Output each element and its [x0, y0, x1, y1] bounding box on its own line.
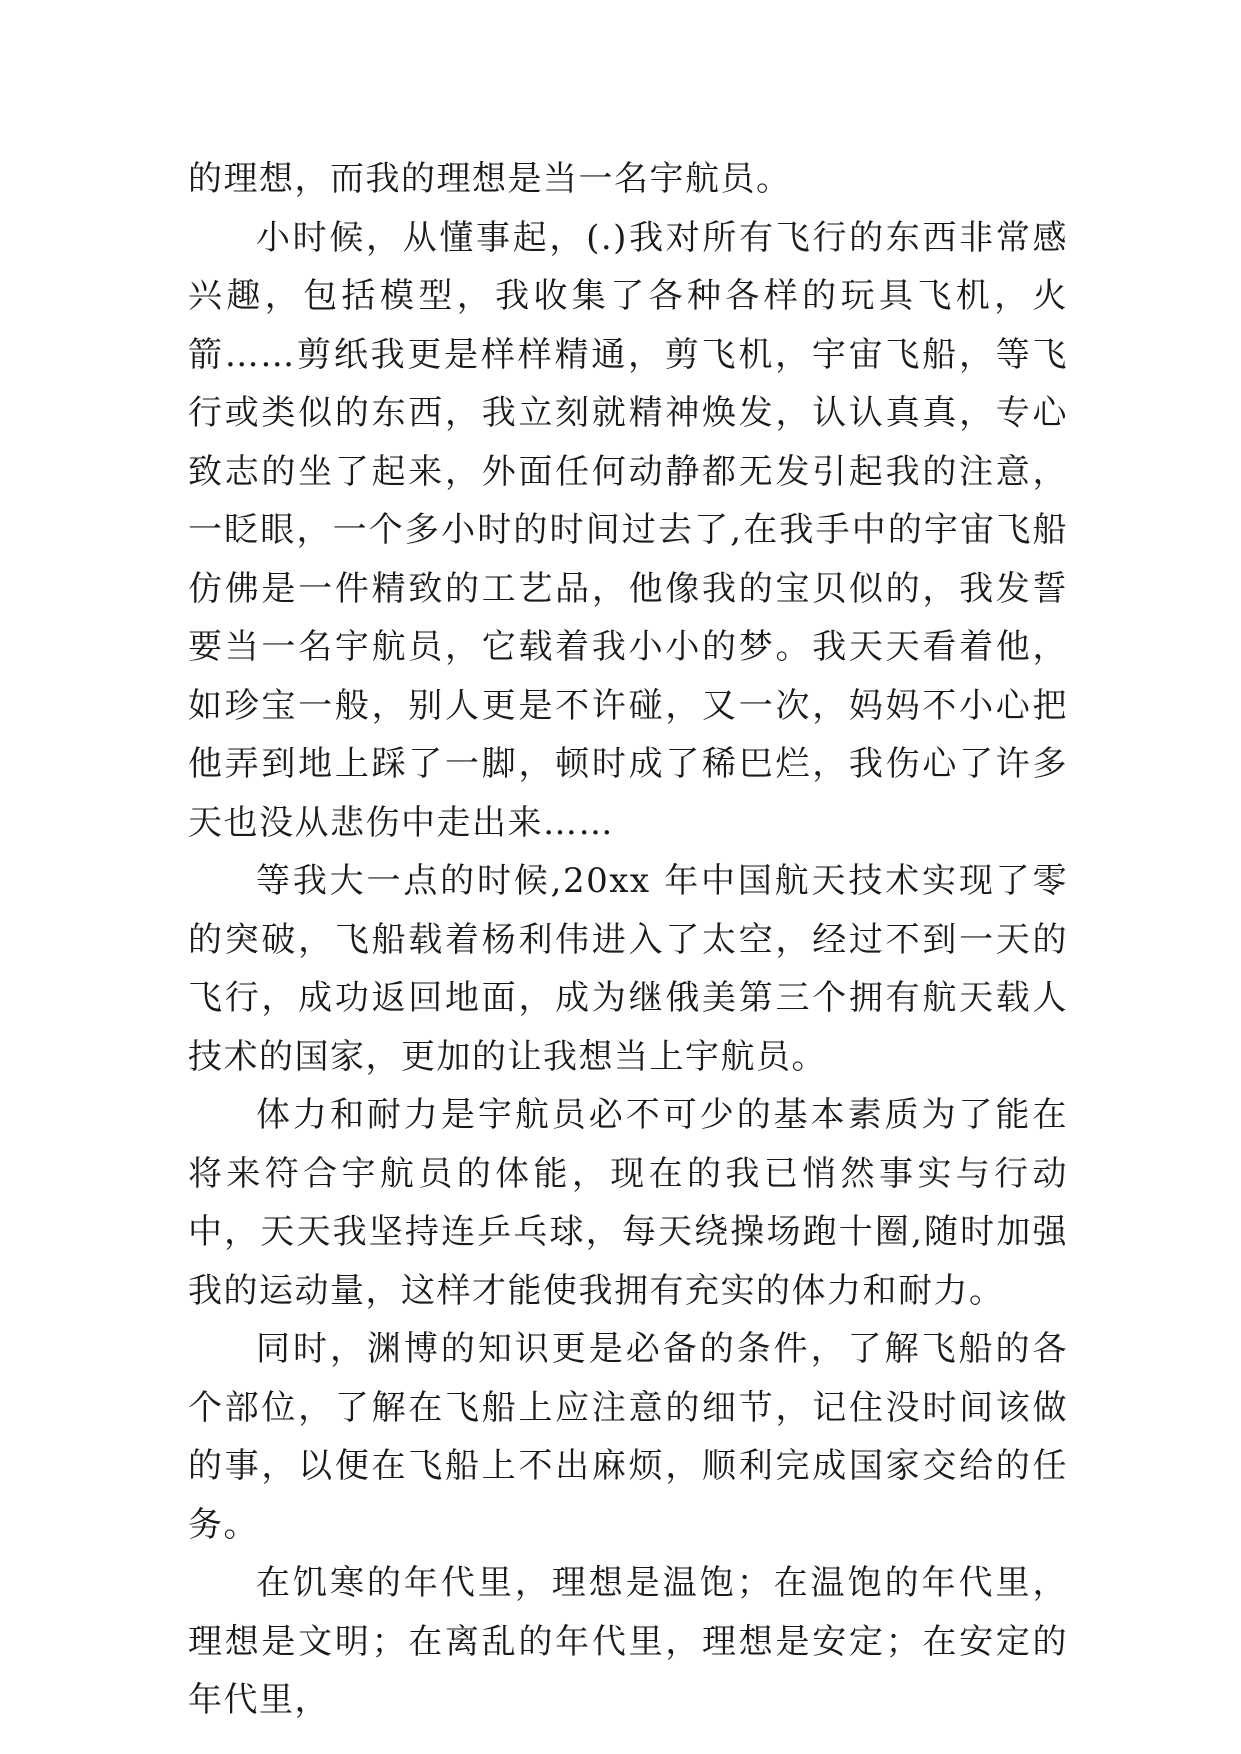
- paragraph-4: 体力和耐力是宇航员必不可少的基本素质为了能在将来符合宇航员的体能，现在的我已悄然事实与行动中，天天我坚持连乒乓球，每天绕操场跑十圈,随时加强我的运动量，这样才能使我拥有充实的体力和耐力。: [188, 1095, 1068, 1311]
- document-body: [188, 150, 1068, 1730]
- paragraph-3: 等我大一点的时候,20xx 年中国航天技术实现了零的突破，飞船载着杨利伟进入了太空，经过不到一天的飞行，成功返回地面，成为继俄美第三个拥有航天载人技术的国家，更加的让我想当上宇航员。: [188, 861, 1068, 1077]
- paragraph-1: 的理想，而我的理想是当一名宇航员。: [188, 159, 792, 199]
- paragraph-6: 在饥寒的年代里，理想是温饱；在温饱的年代里，理想是文明；在离乱的年代里，理想是安定；在安定的年代里，: [188, 1563, 1068, 1720]
- paragraph-2: 小时候，从懂事起，(.)我对所有飞行的东西非常感兴趣，包括模型，我收集了各种各样的玩具飞机，火箭……剪纸我更是样样精通，剪飞机，宇宙飞船，等飞行或类似的东西，我立刻就精神焕发，认认真真，专心致志的坐了起来，外面任何动静都无发引起我的注意，一眨眼，一个多小时的时间过去了,在我手中的宇宙飞船仿佛是一件精致的工艺品，他像我的宝贝似的，我发誓要当一名宇航员，它载着我小小的梦。我天天看着他，如珍宝一般，别人更是不许碰，又一次，妈妈不小心把他弄到地上踩了一脚，顿时成了稀巴烂，我伤心了许多天也没从悲伤中走出来……: [188, 217, 1068, 843]
- paragraph-5: 同时，渊博的知识更是必备的条件，了解飞船的各个部位，了解在飞船上应注意的细节，记住没时间该做的事，以便在飞船上不出麻烦，顺利完成国家交给的任务。: [188, 1329, 1068, 1545]
